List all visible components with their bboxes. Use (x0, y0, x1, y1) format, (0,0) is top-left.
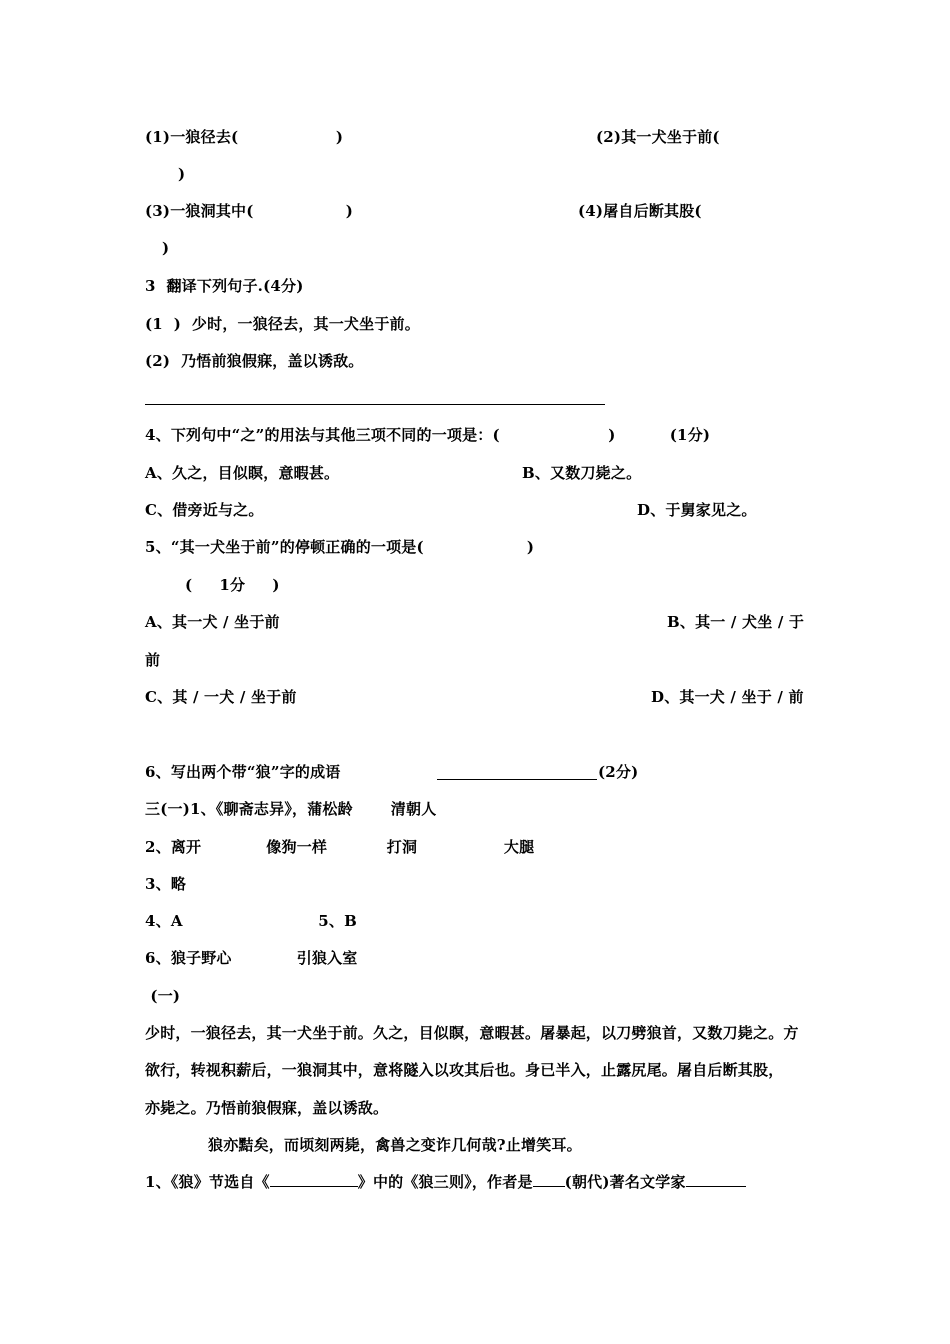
question-1-item-2-close: ) (178, 165, 186, 183)
question-3-sentence-2: (2) 乃悟前狼假寐，盖以诱敌。 (145, 352, 364, 370)
question-3-heading: 3 翻译下列句子.(4分) (145, 277, 304, 295)
source-blank (270, 1172, 358, 1187)
question-4-option-b: B、又数刀毙之。 (522, 464, 642, 482)
question-5-option-d: D、其一犬 / 坐于 / 前 (651, 688, 804, 706)
question-6-heading: 6、写出两个带“狼”字的成语 (145, 763, 341, 781)
question-3-sentence-1: (1 ) 少时，一狼径去，其一犬坐于前。 (145, 315, 420, 333)
question-1-item-4-close: ) (162, 239, 170, 257)
author-blank (686, 1172, 746, 1187)
question-5-option-b-wrap: 前 (145, 651, 161, 669)
answer-key-3: 3、略 (145, 875, 187, 893)
question-1-prompt: 1、《狼》节选自《 》中的《狼三则》，作者是 (朝代)著名文学家 (145, 1172, 746, 1192)
answer-line (145, 404, 605, 405)
question-5-option-c: C、其 / 一犬 / 坐于前 (145, 688, 297, 706)
passage-line-4: 狼亦黠矣，而顷刻两毙，禽兽之变诈几何哉?止增笑耳。 (208, 1136, 582, 1154)
question-5-option-a: A、其一犬 / 坐于前 (145, 613, 280, 631)
question-4-option-c: C、借旁近与之。 (145, 501, 264, 519)
question-1-item-2: (2)其一犬坐于前( (596, 128, 720, 146)
passage-line-1: 少时，一狼径去，其一犬坐于前。久之，目似瞑，意暇甚。屠暴起，以刀劈狼首，又数刀毙之。方 (145, 1024, 799, 1042)
question-1-item-1: (1)一狼径去( ) (145, 128, 344, 146)
question-5-score: ( 1分 ) (185, 576, 280, 594)
passage-line-2: 欲行，转视积薪后，一狼洞其中，意将隧入以攻其后也。身已半入，止露尻尾。屠自后断其股， (145, 1061, 784, 1079)
question-1-item-3: (3)一狼洞其中( ) (145, 202, 354, 220)
question-6-score: (2分) (598, 763, 639, 781)
answer-key-6: 6、狼子野心 引狼入室 (145, 949, 358, 967)
question-5-option-b: B、其一 / 犬坐 / 于 (667, 613, 805, 631)
answer-key-1: 三(一)1、《聊斋志异》，蒲松龄 清朝人 (145, 800, 437, 818)
answer-key-4-5: 4、A 5、B (145, 912, 357, 930)
question-5-heading: 5、“其一犬坐于前”的停顿正确的一项是( ) (145, 538, 535, 556)
question-6-blank (437, 779, 597, 780)
question-1-item-4: (4)屠自后断其股( (578, 202, 702, 220)
answer-key-2: 2、离开 像狗一样 打洞 大腿 (145, 838, 535, 856)
dynasty-blank (533, 1172, 565, 1187)
question-4-option-a: A、久之，目似瞑，意暇甚。 (145, 464, 340, 482)
question-4-heading: 4、下列句中“之”的用法与其他三项不同的一项是：( ) (1分) (145, 426, 711, 444)
section-heading: (一) (145, 987, 181, 1005)
passage-line-3: 亦毙之。乃悟前狼假寐，盖以诱敌。 (145, 1099, 389, 1117)
question-4-option-d: D、于舅家见之。 (637, 501, 757, 519)
